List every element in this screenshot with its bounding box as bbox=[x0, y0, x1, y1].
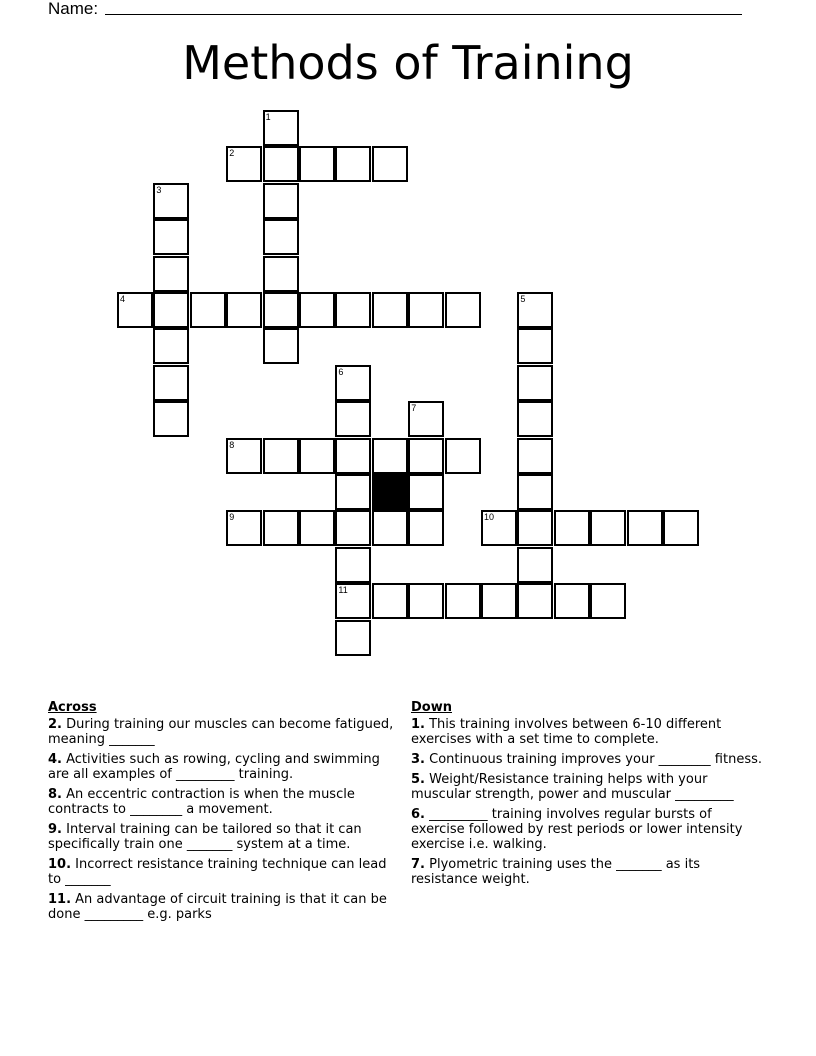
crossword-cell[interactable] bbox=[372, 146, 408, 182]
clue-text: Weight/Resistance training helps with your muscular strength, power and muscular _________ bbox=[411, 772, 734, 802]
crossword-cell[interactable] bbox=[190, 292, 226, 328]
clue-number-label: 2 bbox=[229, 148, 235, 159]
crossword-cell[interactable] bbox=[335, 547, 371, 583]
clue-number-label: 11 bbox=[338, 585, 348, 596]
crossword-cell[interactable] bbox=[517, 365, 553, 401]
crossword-cell[interactable] bbox=[517, 474, 553, 510]
across-clue bbox=[48, 822, 400, 852]
crossword-cell[interactable] bbox=[408, 583, 444, 619]
crossword-cell[interactable] bbox=[299, 146, 335, 182]
clue-number-label: 6 bbox=[338, 366, 344, 377]
crossword-cell[interactable] bbox=[372, 510, 408, 546]
clue-number: 6. bbox=[411, 807, 425, 822]
crossword-cell[interactable] bbox=[372, 292, 408, 328]
down-clue bbox=[411, 857, 763, 887]
crossword-cell[interactable] bbox=[299, 292, 335, 328]
crossword-cell[interactable] bbox=[226, 438, 262, 474]
crossword-cell[interactable] bbox=[590, 510, 626, 546]
crossword-cell[interactable] bbox=[517, 328, 553, 364]
clue-number: 9. bbox=[48, 822, 62, 837]
crossword-cell[interactable] bbox=[335, 401, 371, 437]
crossword-cell[interactable] bbox=[153, 365, 189, 401]
crossword-cell[interactable] bbox=[372, 438, 408, 474]
crossword-cell[interactable] bbox=[299, 510, 335, 546]
down-heading: Down bbox=[411, 700, 452, 715]
clue-number: 4. bbox=[48, 752, 62, 767]
crossword-cell[interactable] bbox=[263, 292, 299, 328]
crossword-cell[interactable] bbox=[554, 510, 590, 546]
crossword-cell[interactable] bbox=[517, 510, 553, 546]
crossword-cell[interactable] bbox=[153, 328, 189, 364]
crossword-cell[interactable] bbox=[627, 510, 663, 546]
clue-number-label: 4 bbox=[120, 294, 126, 304]
crossword-cell[interactable] bbox=[445, 292, 481, 328]
crossword-cell[interactable] bbox=[335, 583, 371, 619]
crossword-cell[interactable] bbox=[517, 401, 553, 437]
page-title: Methods of Training bbox=[182, 36, 634, 90]
crossword-cell[interactable] bbox=[153, 256, 189, 292]
crossword-cell[interactable] bbox=[153, 183, 189, 219]
down-clues bbox=[411, 700, 763, 892]
name-label: Name: bbox=[48, 0, 99, 18]
clue-text: An advantage of circuit training is that it can be done _________ e.g. parks bbox=[48, 892, 387, 922]
crossword-cell[interactable] bbox=[226, 292, 262, 328]
across-clue bbox=[48, 857, 400, 887]
crossword-cell[interactable] bbox=[226, 146, 262, 182]
clue-text: Plyometric training uses the _______ as its resistance weight. bbox=[411, 857, 701, 887]
clue-text: During training our muscles can become fatigued, meaning _______ bbox=[48, 717, 394, 747]
down-clue bbox=[411, 807, 763, 852]
clue-text: Interval training can be tailored so that it can specifically train one _______ system at a time. bbox=[48, 822, 362, 852]
crossword-cell[interactable] bbox=[299, 438, 335, 474]
clue-number: 3. bbox=[411, 752, 425, 767]
crossword-cell[interactable] bbox=[408, 474, 444, 510]
crossword-cell[interactable] bbox=[263, 438, 299, 474]
crossword-cell[interactable] bbox=[481, 583, 517, 619]
crossword-cell[interactable] bbox=[335, 474, 371, 510]
clue-number: 1. bbox=[411, 717, 425, 732]
clue-number-label: 5 bbox=[520, 294, 526, 304]
crossword-cell[interactable] bbox=[554, 583, 590, 619]
crossword-cell[interactable] bbox=[263, 328, 299, 364]
crossword-cell[interactable] bbox=[263, 219, 299, 255]
crossword-cell[interactable] bbox=[263, 256, 299, 292]
clue-number-label: 1 bbox=[265, 112, 271, 122]
across-clue bbox=[48, 892, 400, 922]
crossword-cell[interactable] bbox=[117, 292, 153, 328]
clue-number: 8. bbox=[48, 787, 62, 802]
crossword-cell[interactable] bbox=[263, 110, 299, 146]
crossword-cell[interactable] bbox=[517, 292, 553, 328]
crossword-cell[interactable] bbox=[335, 146, 371, 182]
across-clue bbox=[48, 717, 400, 747]
across-clues bbox=[48, 700, 400, 927]
down-clue bbox=[411, 772, 763, 802]
clue-number-label: 8 bbox=[229, 439, 235, 450]
clue-text: Activities such as rowing, cycling and swimming are all examples of _________ training. bbox=[48, 752, 380, 782]
crossword-cell[interactable] bbox=[335, 292, 371, 328]
crossword-cell[interactable] bbox=[517, 583, 553, 619]
crossword-cell[interactable] bbox=[372, 583, 408, 619]
blocked-cell bbox=[372, 474, 408, 510]
crossword-cell[interactable] bbox=[335, 620, 371, 656]
crossword-cell[interactable] bbox=[263, 510, 299, 546]
clue-text: Incorrect resistance training technique can lead to _______ bbox=[48, 857, 387, 887]
crossword-cell[interactable] bbox=[335, 365, 371, 401]
across-heading: Across bbox=[48, 700, 97, 715]
clue-text: An eccentric contraction is when the muscle contracts to ________ a movement. bbox=[48, 787, 355, 817]
clue-number-label: 10 bbox=[484, 512, 495, 523]
crossword-cell[interactable] bbox=[408, 438, 444, 474]
clue-number: 2. bbox=[48, 717, 62, 732]
clue-number: 7. bbox=[411, 857, 425, 872]
crossword-cell[interactable] bbox=[445, 438, 481, 474]
crossword-cell[interactable] bbox=[153, 401, 189, 437]
clue-number: 5. bbox=[411, 772, 425, 787]
crossword-cell[interactable] bbox=[663, 510, 699, 546]
crossword-cell[interactable] bbox=[335, 510, 371, 546]
down-clue bbox=[411, 717, 763, 747]
clue-number-label: 7 bbox=[411, 403, 417, 414]
crossword-cell[interactable] bbox=[153, 219, 189, 255]
clue-text: _________ training involves regular bursts of exercise followed by rest periods or lower intensity exercise i.e. walking. bbox=[411, 807, 743, 852]
crossword-cell[interactable] bbox=[153, 292, 189, 328]
crossword-cell[interactable] bbox=[226, 510, 262, 546]
crossword-cell[interactable] bbox=[445, 583, 481, 619]
crossword-cell[interactable] bbox=[263, 183, 299, 219]
clue-text: This training involves between 6-10 different exercises with a set time to complete. bbox=[411, 717, 722, 747]
crossword-cell[interactable] bbox=[408, 510, 444, 546]
crossword-cell[interactable] bbox=[263, 146, 299, 182]
clue-number-label: 9 bbox=[229, 512, 235, 523]
crossword-cell[interactable] bbox=[517, 547, 553, 583]
crossword-cell[interactable] bbox=[408, 401, 444, 437]
clue-number-label: 3 bbox=[156, 184, 162, 195]
crossword-cell[interactable] bbox=[335, 438, 371, 474]
down-clue bbox=[411, 752, 763, 767]
across-clue bbox=[48, 752, 400, 782]
crossword-cell[interactable] bbox=[517, 438, 553, 474]
clue-number: 10. bbox=[48, 857, 72, 872]
crossword-cell[interactable] bbox=[590, 583, 626, 619]
clue-text: Continuous training improves your ________ fitness. bbox=[424, 752, 763, 767]
across-clue bbox=[48, 787, 400, 817]
crossword-cell[interactable] bbox=[408, 292, 444, 328]
clue-number: 11. bbox=[48, 892, 72, 907]
crossword-cell[interactable] bbox=[481, 510, 517, 546]
